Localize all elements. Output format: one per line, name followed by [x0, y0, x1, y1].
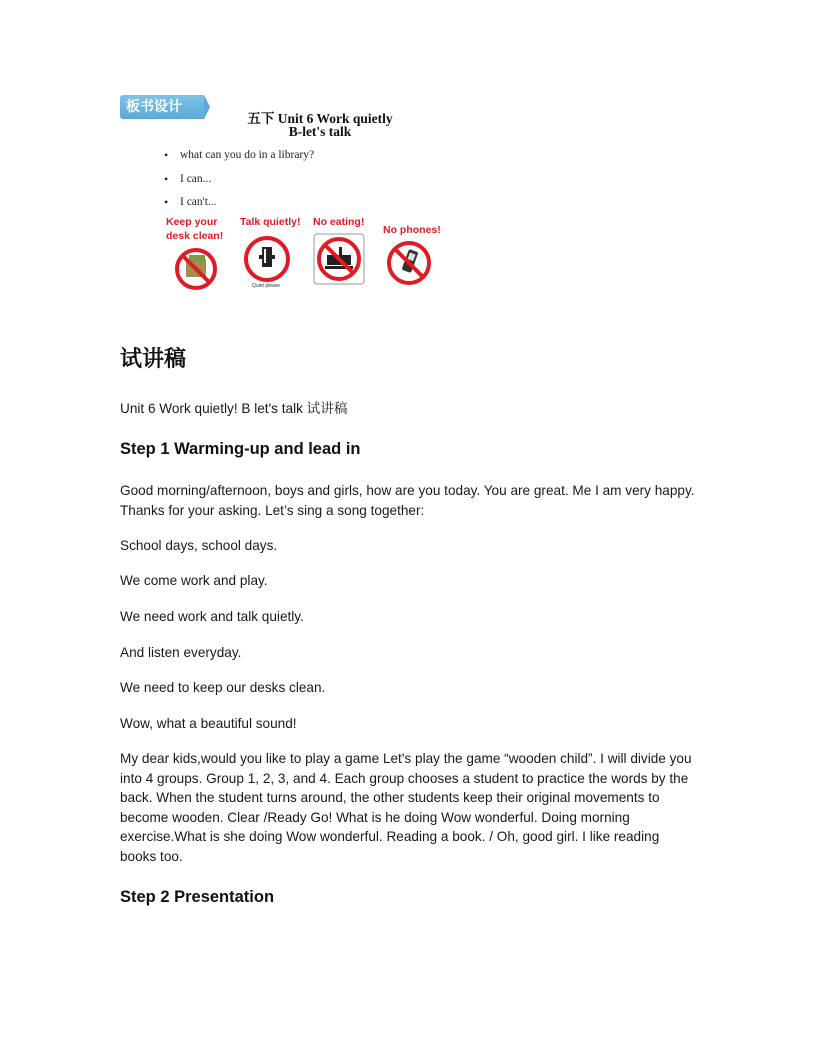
page-title: 试讲稿 [120, 347, 187, 372]
sign-keep-desk-clean [166, 215, 236, 243]
song-line: School days, school days. [120, 538, 278, 553]
sign-label: Talk quietly! [240, 216, 301, 228]
song-line: Wow, what a beautiful sound! [120, 716, 297, 731]
sign-no-phones [383, 215, 453, 237]
board-bullet: • I can't... [164, 196, 314, 220]
sign-label: No eating! [313, 216, 365, 228]
song-line: We need to keep our desks clean. [120, 680, 326, 695]
no-eating-icon [313, 233, 365, 285]
board-subtitle: B-let's talk [288, 124, 352, 139]
board-design [120, 95, 450, 295]
quiet-please-caption [252, 281, 286, 289]
sign-label: desk clean! [166, 230, 224, 242]
board-bullet: • I can... [164, 173, 314, 197]
step1-intro-paragraph: Good morning/afternoon, boys and girls, how are you today. You are great. Me I am very happy. Thanks for your asking. Let’s sing a song together: [120, 483, 695, 518]
board-bullet-list [164, 149, 314, 220]
board-bullet: • what can you do in a library? [164, 149, 314, 173]
no-phones-icon [385, 239, 433, 287]
subtitle-line: Unit 6 Work quietly! B let's talk 试讲稿 [120, 401, 348, 416]
sign-talk-quietly [240, 215, 310, 289]
song-line: We come work and play. [120, 573, 268, 588]
step1-heading: Step 1 Warming-up and lead in [120, 440, 361, 458]
song-line: We need work and talk quietly. [120, 609, 304, 624]
board-design-tag: 板书设计 [120, 95, 204, 119]
song-line: And listen everyday. [120, 645, 242, 660]
board-title: 五下 Unit 6 Work quietly [247, 111, 393, 126]
sign-no-eating [313, 215, 383, 229]
step2-heading: Step 2 Presentation [120, 888, 275, 906]
step1-game-paragraph: My dear kids,would you like to play a game Let's play the game “wooden child”. I will divide you into 4 groups. Group 1, 2, 3, and 4. Each group chooses a student to practice the words by the back. When the student turns around, the other students keep their original movements to become wooden. Clear /Ready Go! What is he doing Wow wonderful. Doing morning exercise.What is she doing Wow wonderful. Reading a book. / Oh, good girl. I like reading books too. [120, 751, 692, 864]
clean-desk-icon [174, 247, 218, 291]
sign-label: Keep your [166, 216, 218, 228]
quiet-please-text: Quiet please [252, 283, 281, 289]
sign-label: No phones! [383, 224, 441, 236]
talk-quietly-icon [242, 235, 292, 285]
